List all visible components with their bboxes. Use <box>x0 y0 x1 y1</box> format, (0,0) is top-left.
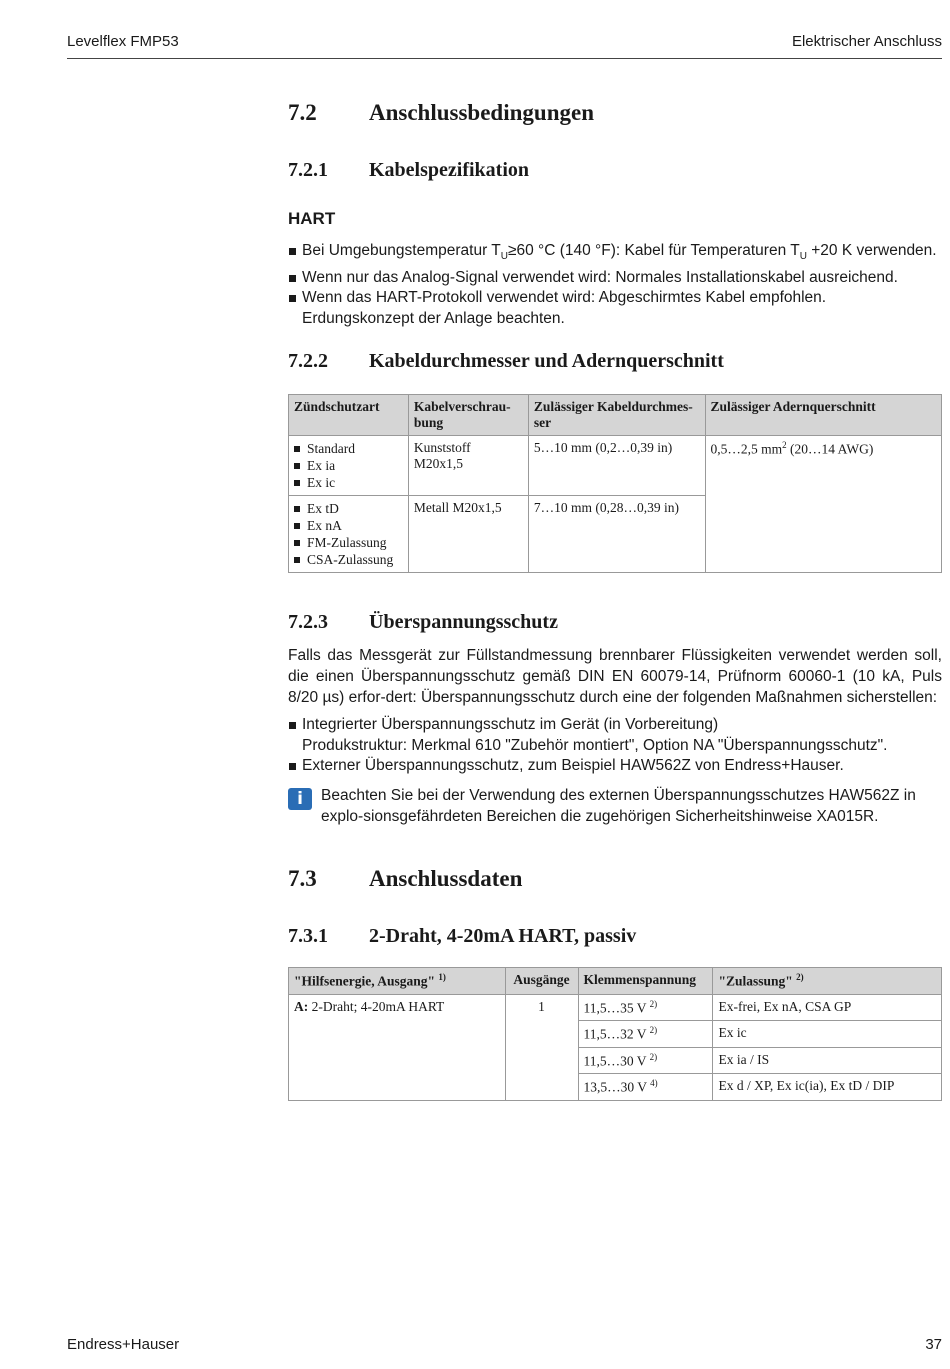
outputs-cell: 1 <box>505 994 578 1100</box>
section-number: 7.3 <box>288 866 317 891</box>
column-header: "Hilfsenergie, Ausgang" $^{1)}$ <box>289 968 506 995</box>
list-item: Standard <box>294 440 403 457</box>
section-7-3-1-heading <box>288 925 636 948</box>
header-chapter: Elektrischer Anschluss <box>791 33 942 50</box>
section-title: Überspannungsschutz <box>369 611 558 633</box>
surge-paragraph: Falls das Messgerät zur Füllstandmessung brennbarer Flüssigkeiten verwendet werden soll, die einen Überspannungsschutz gemäß DIN EN 60079-14, Prüfnorm 60060-1 (10 kA, Puls 8/20 µs) erfor-dert: Überspannungsschutz durch eine der folgenden Maßnahmen sicherstellen: <box>288 647 942 706</box>
column-header: Ausgänge <box>505 968 578 995</box>
info-icon: i <box>288 788 312 810</box>
cable-spec-list <box>288 241 942 329</box>
section-title: 2-Draht, 4-20mA HART, passiv <box>369 925 637 947</box>
diameter-cell: 7…10 mm (0,28…0,39 in) <box>528 496 705 573</box>
section-number: 7.2.2 <box>288 350 328 372</box>
connection-data-table <box>288 967 942 1101</box>
list-item: Ex ia <box>294 457 403 474</box>
page-footer <box>67 1336 942 1353</box>
gland-cell: Kunststoff M20x1,5 <box>408 436 528 496</box>
cross-section-cell: 0,5…2,5 $mm^2$ (20…14 AWG) <box>705 436 941 573</box>
voltage-cell: 11,5…32 V $^{2)}$ <box>578 1021 713 1048</box>
section-7-2-2-heading <box>288 350 724 373</box>
header-product: Levelflex FMP53 <box>67 33 179 50</box>
table-header-row <box>289 968 942 995</box>
section-number: 7.2.1 <box>288 159 328 181</box>
approval-cell: Ex ic <box>713 1021 942 1048</box>
column-header: Zündschutzart <box>289 395 409 436</box>
gland-cell: Metall M20x1,5 <box>408 496 528 573</box>
column-header: "Zulassung" $^{2)}$ <box>713 968 942 995</box>
cable-diameter-table <box>288 394 942 573</box>
voltage-cell: 13,5…30 V $^{4)}$ <box>578 1074 713 1101</box>
section-title: Kabeldurchmesser und Adernquerschnitt <box>369 350 724 372</box>
list-item: Ex nA <box>294 517 403 534</box>
list-item: Externer Überspannungsschutz, zum Beispiel HAW562Z von Endress+Hauser. <box>288 756 942 777</box>
protection-types-cell <box>289 436 409 496</box>
column-header: Klemmenspannung <box>578 968 713 995</box>
list-item: Ex tD <box>294 500 403 517</box>
section-title: Anschlussbedingungen <box>369 100 594 125</box>
list-item: Wenn nur das Analog-Signal verwendet wird: Normales Installationskabel ausreichend. <box>288 268 942 289</box>
list-item: Integrierter Überspannungsschutz im Gerät (in Vorbereitung) Produkstruktur: Merkmal 610 "Zubehör montiert", Option NA "Überspannungsschutz". <box>288 715 942 756</box>
note-text: Beachten Sie bei der Verwendung des externen Überspannungsschutzes HAW562Z in explo-sionsgefährdeten Bereichen die zugehörigen Sicherheitshinweise XA015R. <box>321 787 916 825</box>
section-7-2-heading <box>288 100 594 126</box>
section-7-3-heading <box>288 866 522 892</box>
approval-cell: Ex d / XP, Ex ic(ia), Ex tD / DIP <box>713 1074 942 1101</box>
section-title: Anschlussdaten <box>369 866 523 891</box>
list-item: Wenn das HART-Protokoll verwendet wird: Abgeschirmtes Kabel empfohlen. Erdungskonzept der Anlage beachten. <box>288 288 942 329</box>
table-row <box>289 994 942 1021</box>
section-number: 7.2 <box>288 100 317 125</box>
power-output-cell: A: 2-Draht; 4-20mA HART <box>289 994 506 1100</box>
hart-subheading: HART <box>288 209 336 228</box>
diameter-cell: 5…10 mm (0,2…0,39 in) <box>528 436 705 496</box>
voltage-cell: 11,5…30 V $^{2)}$ <box>578 1047 713 1074</box>
footer-company: Endress+Hauser <box>67 1336 180 1353</box>
list-item: Ex ic <box>294 474 403 491</box>
page-header <box>67 30 942 59</box>
section-7-2-1-heading <box>288 159 529 182</box>
column-header: Zulässiger Kabeldurchmes-ser <box>528 395 705 436</box>
page-number: 37 <box>925 1336 942 1353</box>
table-row <box>289 436 942 496</box>
table-header-row <box>289 395 942 436</box>
protection-types-cell <box>289 496 409 573</box>
list-item: Bei Umgebungstemperatur $T_U\ge 60$ °C (140 °F): Kabel für Temperaturen $T_U +20$ K verwenden. <box>288 241 942 268</box>
voltage-cell: 11,5…35 V $^{2)}$ <box>578 994 713 1021</box>
approval-cell: Ex-frei, Ex nA, CSA GP <box>713 994 942 1021</box>
column-header: Zulässiger Adernquerschnitt <box>705 395 941 436</box>
list-item: FM-Zulassung <box>294 534 403 551</box>
surge-list <box>288 715 942 777</box>
list-item: CSA-Zulassung <box>294 551 403 568</box>
column-header: Kabelverschrau-bung <box>408 395 528 436</box>
section-number: 7.3.1 <box>288 925 328 947</box>
approval-cell: Ex ia / IS <box>713 1047 942 1074</box>
info-note <box>288 785 942 827</box>
section-7-2-3-heading <box>288 611 558 634</box>
section-title: Kabelspezifikation <box>369 159 530 181</box>
section-number: 7.2.3 <box>288 611 328 633</box>
